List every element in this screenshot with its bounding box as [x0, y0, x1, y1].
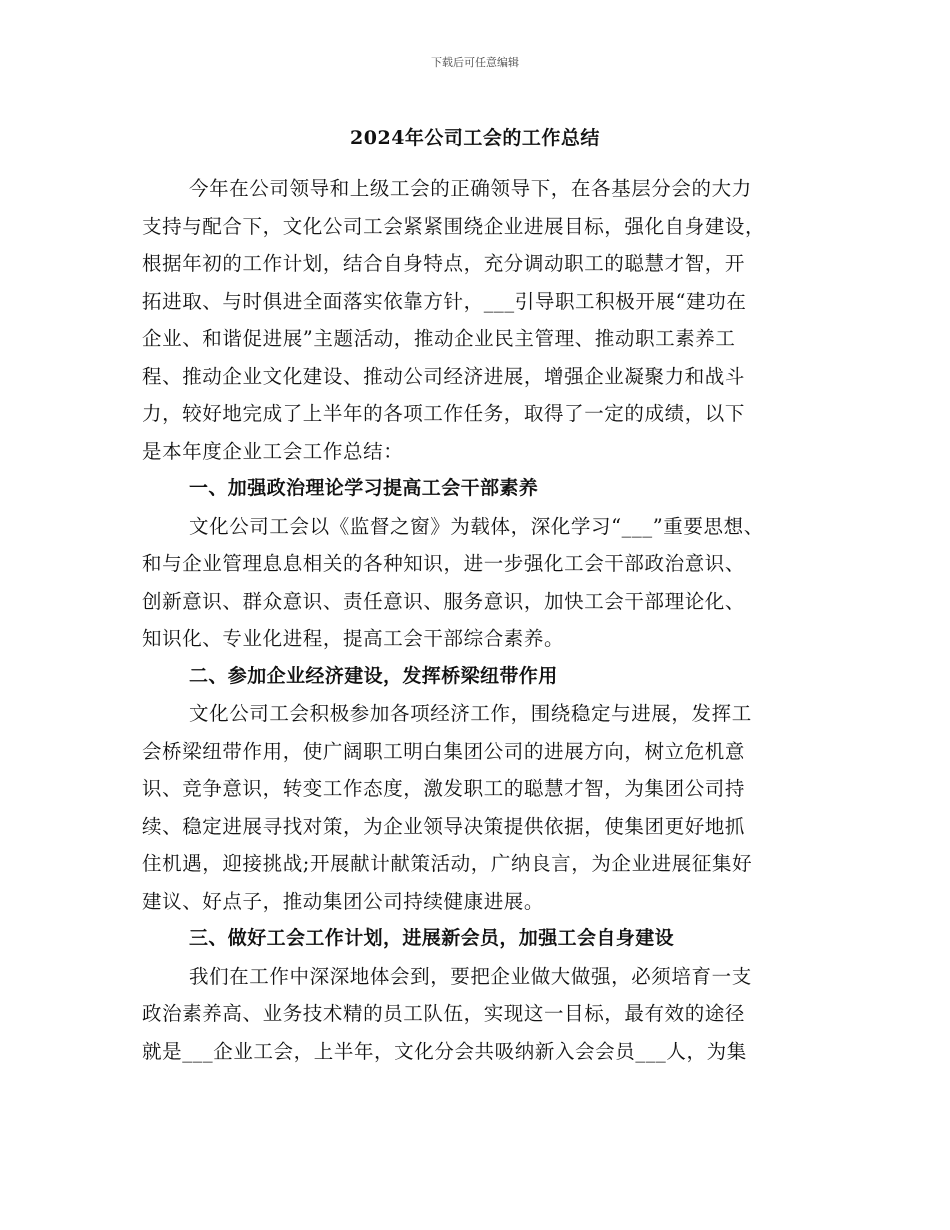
intro-paragraph [142, 170, 810, 470]
paragraph-line: 程、推动企业文化建设、推动公司经济进展，增强企业凝聚力和战斗 [142, 364, 746, 388]
paragraph-line: 是本年度企业工会工作总结： [142, 439, 404, 463]
paragraph-line: 和与企业管理息息相关的各种知识，进一步强化工会干部政治意识、 [142, 552, 746, 575]
section-3 [142, 920, 810, 1070]
section-2 [142, 658, 810, 921]
paragraph-line: 力，较好地完成了上半年的各项工作任务，取得了一定的成绩，以下 [142, 402, 746, 425]
paragraph-line: 今年在公司领导和上级工会的正确领导下，在各基层分会的大力 [189, 177, 752, 200]
paragraph-line: 识、竞争意识，转变工作态度，激发职工的聪慧才智，为集团公司持 [142, 777, 746, 800]
paragraph-line: 续、稳定进展寻找对策，为企业领导决策提供依据，使集团更好地抓 [142, 814, 746, 838]
paragraph-line: 文化公司工会积极参加各项经济工作，围绕稳定与进展，发挥工 [189, 702, 752, 725]
paragraph-line: 建议、好点子，推动集团公司持续健康进展。 [142, 889, 545, 913]
section-1 [142, 470, 810, 658]
section-heading: 二、参加企业经济建设，发挥桥梁纽带作用 [189, 664, 558, 687]
paragraph-line: 企业、和谐促进展”主题活动，推动企业民主管理、推动职工素养工 [142, 327, 736, 350]
paragraph-line: 我们在工作中深深地体会到，要把企业做大做强，必须培育一支 [189, 964, 752, 988]
section-heading: 三、做好工会工作计划，进展新会员，加强工会自身建设 [189, 927, 675, 949]
paragraph-line: 拓进取、与时俱进全面落实依靠方针，___引导职工积极开展“建功在 [142, 289, 747, 313]
paragraph-line: 根据年初的工作计划，结合自身特点，充分调动职工的聪慧才智，开 [142, 252, 746, 275]
paragraph-line: 文化公司工会以《监督之窗》为载体，深化学习“___”重要思想、 [189, 514, 764, 538]
section-heading: 一、加强政治理论学习提高工会干部素养 [189, 477, 539, 499]
paragraph-line: 创新意识、群众意识、责任意识、服务意识，加快工会干部理论化、 [142, 589, 746, 613]
paragraph-line: 政治素养高、业务技术精的员工队伍，实现这一目标，最有效的途径 [142, 1002, 746, 1025]
paragraph-line: 住机遇，迎接挑战;开展献计献策活动，广纳良言，为企业进展征集好 [142, 852, 753, 875]
document-body [142, 170, 810, 1070]
paragraph-line: 支持与配合下，文化公司工会紧紧围绕企业进展目标，强化自身建设， [142, 214, 766, 238]
page-header-note: 下载后可任意编辑 [431, 56, 519, 69]
paragraph-line: 知识化、专业化进程，提高工会干部综合素养。 [142, 627, 565, 650]
paragraph-line: 会桥梁纽带作用，使广阔职工明白集团公司的进展方向，树立危机意 [142, 739, 746, 763]
paragraph-line: 就是___企业工会，上半年，文化分会共吸纳新入会会员___人，为集 [142, 1039, 747, 1063]
document-title: 2024年公司工会的工作总结 [350, 127, 600, 149]
